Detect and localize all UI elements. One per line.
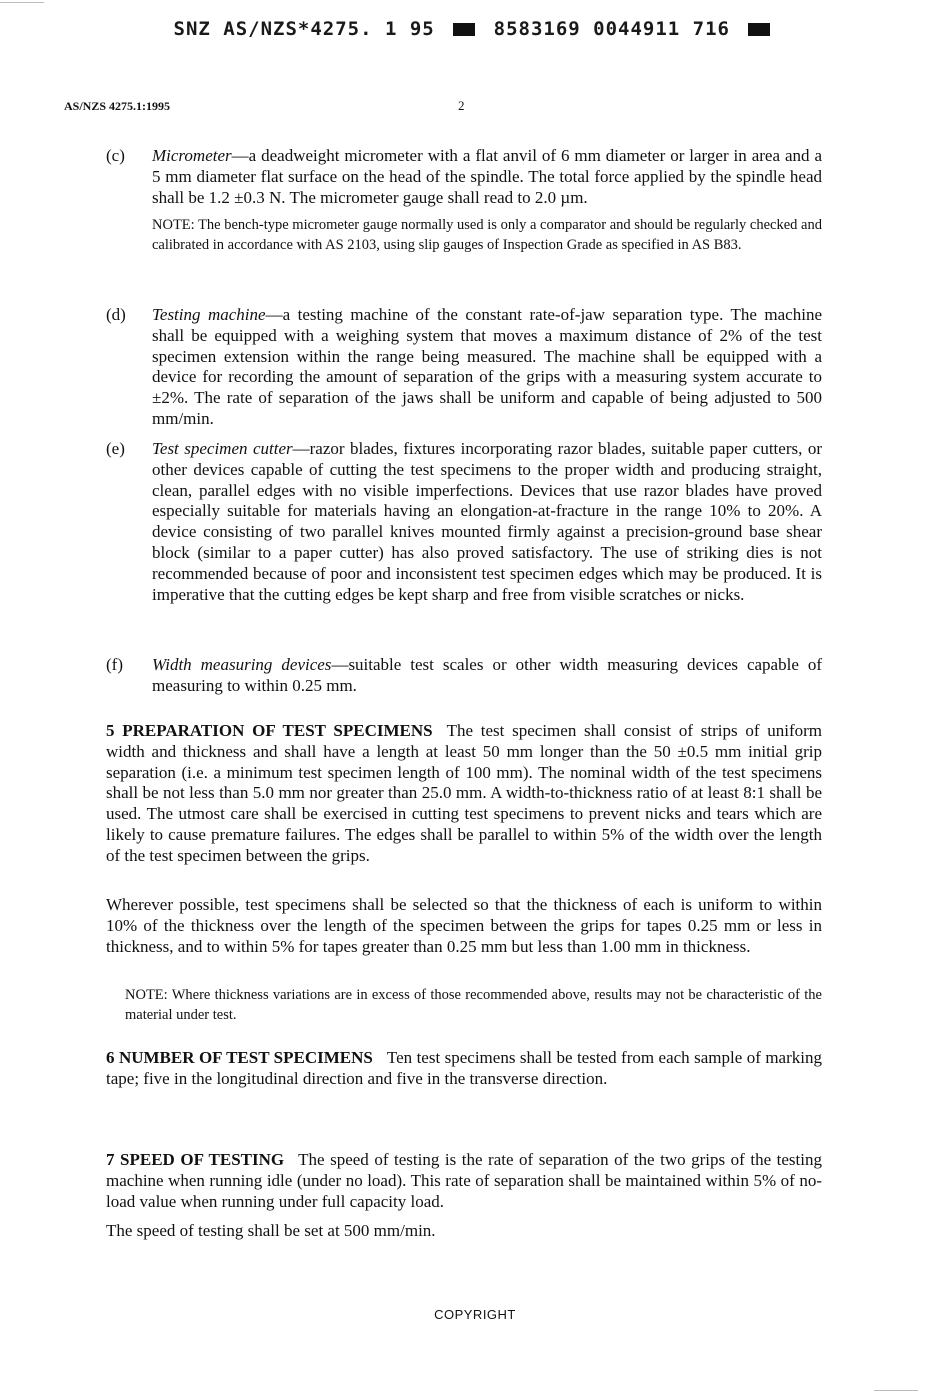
scan-header-number: 8583169 0044911 716: [493, 18, 730, 40]
section-5: [106, 721, 822, 867]
list-item-text: [152, 439, 822, 605]
section-5-paragraph-2: Wherever possible, test specimens shall be selected so that the thickness of each is uniform to within 10% of the thickness over the length of the specimen between the grips for tapes 0.25 mm or less in thickness, and to within 5% for tapes greater than 0.25 mm but less than 1.00 mm in thickness.: [106, 895, 822, 956]
list-item-label: (e): [106, 439, 125, 458]
note: NOTE: The bench-type micrometer gauge normally used is only a comparator and should be regularly checked and calibrated in accordance with AS 2103, using slip gauges of Inspection Grade as specified in AS B83.: [152, 217, 822, 254]
scan-mark: [874, 1390, 918, 1391]
definition: —suitable test scales or other width measuring devices capable of measuring to within 0.25 mm.: [152, 655, 823, 695]
scan-mark: [0, 2, 44, 3]
definition: —a deadweight micrometer with a flat anvil of 6 mm diameter or larger in area and a 5 mm diameter flat surface on the head of the spindle. The total force applied by the spindle head shall be 1.2 ±0.3 N. The micrometer gauge shall read to 2.0 µm.: [152, 146, 822, 207]
copyright-footer: COPYRIGHT: [434, 1307, 516, 1322]
definition: —razor blades, fixtures incorporating razor blades, suitable paper cutters, or other devices capable of cutting the test specimens to the proper width and producing straight, clean, parallel edges with no visible imperfections. Devices that use razor blades have proved especially suitable for materials having an elongation-at-fracture in the range 10% to 20%. A device consisting of two parallel knives mounted firmly against a precision-ground base shear block (similar to a paper cutter) has also proved satisfactory. The use of striking dies is not recommended because of poor and inconsistent test specimen edges which may be produced. It is imperative that the cutting edges be kept sharp and free from visible scratches or nicks.: [152, 439, 822, 604]
section-6: [106, 1048, 822, 1090]
term: Micrometer: [152, 146, 232, 165]
list-item-c: [106, 146, 822, 256]
section-heading: 6 NUMBER OF TEST SPECIMENS: [106, 1048, 373, 1067]
section-text: Ten test specimens shall be tested from each sample of marking tape; five in the longitudinal direction and five in the transverse direction.: [106, 1048, 822, 1088]
definition: —a testing machine of the constant rate-of-jaw separation type. The machine shall be equipped with a weighing system that moves a maximum distance of 2% of the test specimen extension within the range being measured. The machine shall be equipped with a device for recording the amount of separation of the grips with a measuring system accurate to ±2%. The rate of separation of the jaws shall be uniform and capable of being adjusted to 500 mm/min.: [152, 305, 822, 428]
running-head: AS/NZS 4275.1:1995: [64, 99, 171, 113]
list-item-d: [106, 305, 822, 430]
list-item-text: [152, 655, 822, 697]
list-item-label: (d): [106, 305, 126, 324]
list-item-label: (f): [106, 655, 123, 674]
section-5-note: NOTE: Where thickness variations are in excess of those recommended above, results may not be characteristic of the material under test.: [125, 987, 822, 1023]
list-item-e: [106, 439, 822, 605]
scan-block-mark: [453, 23, 475, 36]
page-number: 2: [458, 98, 465, 113]
scan-header: [0, 18, 950, 40]
section-text: The test specimen shall consist of strips of uniform width and thickness and shall have a length at least 50 mm longer than the 50 ±0.5 mm initial grip separation (i.e. a minimum test specimen length of 100 mm). The nominal width of the test specimens shall be not less than 5.0 mm nor greater than 25.0 mm. A width-to-thickness ratio of at least 8:1 shall be used. The utmost care shall be exercised in cutting test specimens to prevent nicks and tears which are likely to cause premature failures. The edges shall be parallel to within 5% of the width over the length of the test specimen between the grips.: [106, 721, 822, 865]
scan-header-code: SNZ AS/NZS*4275. 1 95: [173, 18, 435, 40]
list-item-label: (c): [106, 146, 125, 165]
section-heading: 7 SPEED OF TESTING: [106, 1150, 285, 1169]
term: Width measuring devices: [152, 655, 332, 674]
list-item-text: [152, 146, 822, 256]
section-7-paragraph-2: The speed of testing shall be set at 500 mm/min.: [106, 1221, 436, 1240]
term: Testing machine: [152, 305, 266, 324]
section-7: [106, 1150, 822, 1212]
list-item-f: [106, 655, 822, 697]
scan-block-mark: [748, 23, 770, 36]
list-item-text: [152, 305, 822, 430]
section-text: The speed of testing is the rate of separation of the two grips of the testing machine when running idle (under no load). This rate of separation shall be maintained within 5% of no-load value when running under full capacity load.: [106, 1150, 822, 1211]
term: Test specimen cutter: [152, 439, 293, 458]
section-heading: 5 PREPARATION OF TEST SPECIMENS: [106, 721, 433, 740]
